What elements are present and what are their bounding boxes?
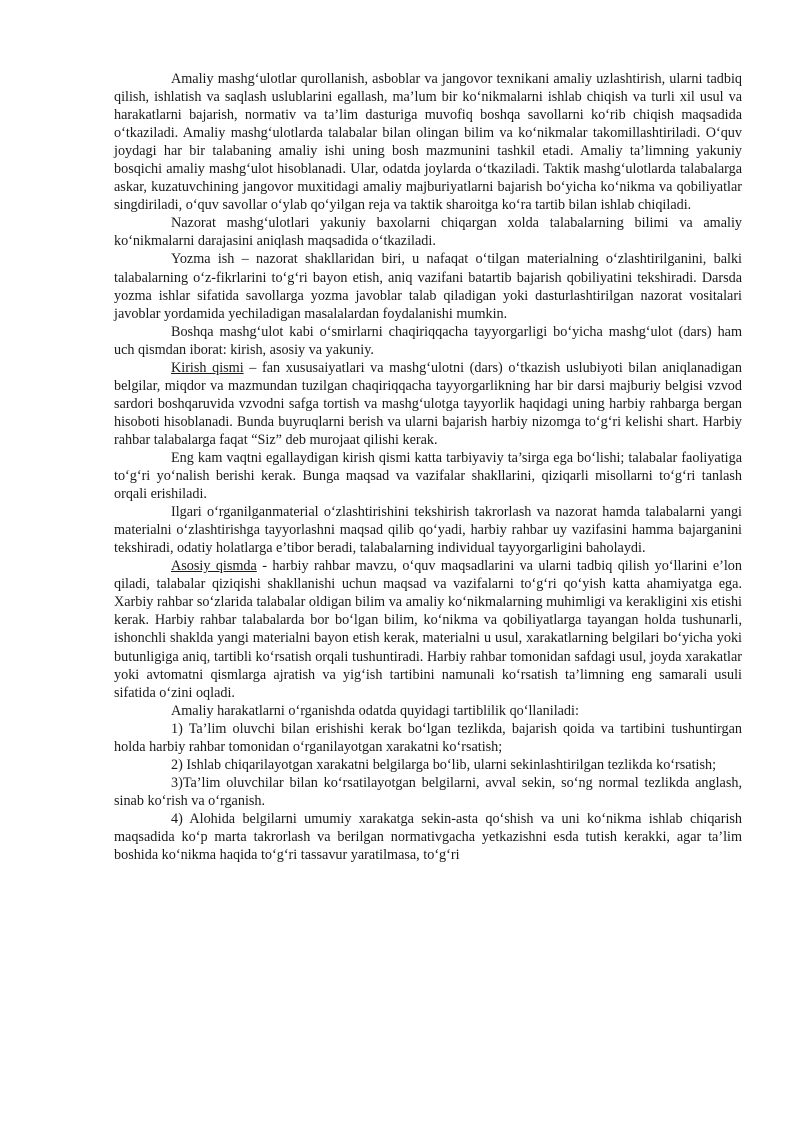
paragraph-lesson-parts: Boshqa mashgʻulot kabi oʻsmirlarni chaqiriqqacha tayyorgarligi boʻyicha mashgʻulot (dars) ham uch qismdan iborat: kirish, asosiy va yakuniy.: [114, 323, 742, 358]
paragraph-introduction-effect: Eng kam vaqtni egallaydigan kirish qismi katta tarbiyaviy ta’sirga ega boʻlishi; talabalar faoliyatiga toʻgʻri yoʻnalish berishi kerak. Bunga maqsad va vazifalar shakllarini, qiziqarli misollarni toʻgʻri tanlash orqali erishiladi.: [114, 449, 742, 503]
list-item-step-1: 1) Ta’lim oluvchi bilan erishishi kerak boʻlgan tezlikda, bajarish qoida va tartibini tushuntirgan holda harbiy rahbar tomonidan oʻrganilayotgan xarakatni koʻrsatish;: [114, 720, 742, 755]
paragraph-sequence-intro: Amaliy harakatlarni oʻrganishda odatda quyidagi tartiblilik qoʻllaniladi:: [171, 702, 579, 719]
paragraph-introduction-part: [114, 359, 742, 449]
introduction-part-heading: Kirish qismi: [171, 359, 244, 376]
paragraph-written-work: Yozma ish – nazorat shakllaridan biri, u nafaqat oʻtilgan materialning oʻzlashtirilganini, balki talabalarning oʻz-fikrlarini toʻgʻri bayon etish, aniq vazifani batartib bajarish qobiliyatini tekshiradi. Darsda yozma ishlar sifatida savollarga yozma javoblar talab qiladigan yoki dasturlashtirilgan nazorat vositalari javoblar yordamida yechiladigan masalalardan foydalanishi mumkin.: [114, 251, 742, 322]
paragraph-material-check: Ilgari oʻrganilganmaterial oʻzlashtirishini tekshirish takrorlash va nazorat hamda talabalarni yangi materialni oʻzlashtirishga tayyorlashni maqsad qilib qoʻyadi, harbiy rahbar uy vazifasini hamma bajarganini tekshiradi, odatiy holatlarga e’tibor beradi, talabalarning individual tayyorgarligini baholaydi.: [114, 504, 742, 557]
list-item-step-4: 4) Alohida belgilarni umumiy xarakatga sekin-asta qoʻshish va uni koʻnikma ishlab chiqarish maqsadida koʻp marta takrorlash va berilgan normativgacha yetkazishni esda tutish kerakki, agar ta’lim boshida koʻnikma haqida toʻgʻri tassavur yaratilmasa, toʻgʻri: [114, 810, 742, 864]
list-item-step-2: 2) Ishlab chiqarilayotgan xarakatni belgilarga boʻlib, ularni sekinlashtirilgan tezlikda koʻrsatish;: [171, 756, 717, 773]
paragraph-practical-lessons: Amaliy mashgʻulotlar qurollanish, asboblar va jangovor texnikani amaliy uzlashtirish, ularni tadbiq qilish, ishlatish va saqlash uslublarini egallash, ma’lum bir koʻnikmalarni ishlab chiqish va turli xil usul va harakatlarni bajarish, normativ va ta’lim dasturiga muvofiq boshqa savollarni koʻrib chiqish maqsadida oʻtkaziladi. Amaliy mashgʻulotlarda talabalar bilan olingan bilim va koʻnikmalar takomillashtiriladi. Oʻquv joydagi har bir talabaning amaliy ishi uning bosh mazmunini tashkil etadi. Amaliy ta’limning yakuniy bosqichi amaliy mashgʻulot hisoblanadi. Ular, odatda joylarda oʻtkaziladi. Taktik mashgʻulotlarda talabalarga askar, kuzatuvchining jangovor muxitidagi amaliy majburiyatlarni bajarish boʻyicha koʻnikma va qobiliyatlar singdiriladi, oʻquv savollar oʻylab qoʻyilgan reja va taktik sharoitga koʻra tartib bilan ishlab chiqiladi.: [114, 71, 742, 214]
main-part-text: - harbiy rahbar mavzu, oʻquv maqsadlarini va ularni tadbiq qilish yoʻllarini e’lon qiladi, talabalar qiziqishi shakllanishi uchun maqsad va vazifalarni toʻgʻri qoʻyish katta ahamiyatga ega. Xarbiy rahbar soʻzlarida talabalar oldigan bilim va amaliy koʻnikmalarning muhimligi va kerakligini xis etishi kerak. Harbiy rahbar talabalarda bor boʻlgan bilim, koʻnikma va qobiliyatlarga tayangan holda tushunarli, ishonchli shaklda yangi materialni bayon etish kerak, materialni u usul, xarakatlarning belgilari boʻyicha yoki butunligiga aniq, tartibli koʻrsatish orqali tushuntiradi. Harbiy rahbar tomonidan safdagi usul, joyda xarakatlar yoki avtomatni qismlarga ajratish va yigʻish tartibini namunali koʻrsatish ta’limning eng samarali usuli sifatida oʻzini oqladi.: [114, 558, 742, 701]
paragraph-control-lessons: Nazorat mashgʻulotlari yakuniy baxolarni chiqargan xolda talabalarning bilimi va amaliy koʻnikmalarni darajasini aniqlash maqsadida oʻtkaziladi.: [114, 215, 742, 250]
paragraph-main-part: [114, 557, 742, 701]
main-part-heading: Asosiy qismda: [171, 558, 257, 575]
introduction-part-text: – fan xususaiyatlari va mashgʻulotni (dars) oʻtkazish uslubiyoti bilan aniqlanadigan belgilar, miqdor va mazmundan tuzilgan chaqiriqqacha tayyorgarlikning har bir darsi majburiy belgisi vzvod sardori boshqaruvida vzvodni safga tortish va mashgʻulotga tayyorlik haqidagi uning harbiy rahbarga bergan hisoboti hisoblanadi. Bunda buyruqlarni berish va ularni bajarish harbiy nizomga toʻgʻri kelishi shart. Harbiy rahbar talabalarga faqat “Siz” deb murojaat qilishi kerak.: [114, 359, 742, 448]
list-item-step-3: 3)Ta’lim oluvchilar bilan koʻrsatilayotgan belgilarni, avval sekin, soʻng normal tezlikda anglash, sinab koʻrish va oʻrganish.: [114, 774, 742, 809]
